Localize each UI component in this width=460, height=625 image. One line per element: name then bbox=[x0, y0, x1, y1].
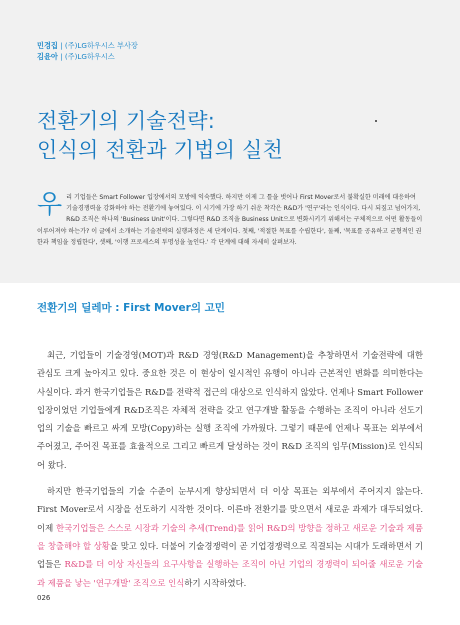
author-role: (주)LG하우시스 부사장 bbox=[64, 41, 138, 50]
author-sep: | bbox=[57, 41, 65, 50]
author-list bbox=[37, 40, 138, 62]
page-number: 026 bbox=[37, 594, 51, 602]
highlighted-text: 한국기업들은 스스로 시장과 기술의 추세(Trend)를 읽어 R&D의 방향을 정하고 새로운 기술과 제품을 창출해야 할 상황 bbox=[37, 522, 423, 551]
header-panel bbox=[0, 0, 460, 283]
body-text-run: 하기 시작하였다. bbox=[184, 577, 247, 588]
decorative-dot bbox=[375, 120, 377, 122]
drop-cap: 우 bbox=[37, 190, 63, 220]
body-text-run: 을 맞고 있다. 더불어 기술경쟁력이 곧 기업경쟁력으로 직결되는 시대가 도래하면서 기업들은 bbox=[37, 540, 423, 570]
author-line bbox=[37, 51, 138, 62]
author-line bbox=[37, 40, 138, 51]
author-role: (주)LG하우시스 bbox=[64, 52, 115, 61]
article-title bbox=[37, 107, 283, 165]
author-name: 민경집 bbox=[37, 41, 58, 50]
title-line-2: 인식의 전환과 기법의 실천 bbox=[37, 138, 283, 162]
body-paragraph-2 bbox=[37, 482, 423, 592]
body-paragraph-1: 최근, 기업들이 기술경영(MOT)과 R&D 경영(R&D Management)을 추창하면서 기술전략에 대한 관심도 크게 높아지고 있다. 중요한 것은 이 현상이 일시적인 유행이 아니라 근본적인 변화를 의미한다는 사실이다. 과거 한국기업들은 R&D를 전략적 접근의 대상으로 인식하지 않았다. 언제나 Smart Follower 입장이었던 기업들에게 R&D조직은 자체적 전략을 갖고 연구개발 활동을 수행하는 조직이 아니라 선도기업의 기술을 빠르고 싸게 모방(Copy)하는 실행 조직에 가까웠다. 그렇기 때문에 언제나 목표는 외부에서 주어졌고, 주어진 목표를 효율적으로 그리고 빠르게 달성하는 것이 R&D 조직의 임무(Mission)로 인식되어 왔다. bbox=[37, 350, 423, 470]
section-heading: 전환기의 딜레마 : First Mover의 고민 bbox=[37, 302, 225, 314]
article-body bbox=[37, 346, 423, 600]
author-sep: | bbox=[57, 52, 65, 61]
intro-text: 리 기업들은 Smart Follower 입장에서의 모방에 익숙했다. 하지만 이제 그 틀을 벗어나 First Mover로서 불확실한 미래에 대응하여 기술경쟁력을 강화하야 하는 전환기에 놓여있다. 이 시기에 가장 하기 쉬운 착각은 R&D가 '연구'라는 인식이다. 다시 되짚고 넘어가지, R&D 조직은 하나의 'Business Unit'이다. 그렇다면 R&D 조직을 Business Unit으로 변화시키기 위해서는 구체적으로 어떤 활동들이 이루어져야 하는가? 이 글에서 소개하는 기술전략의 실행과정은 세 단계이다. 첫째, '적절한 목표를 수립한다', 둘째, '목표를 공유하고 균형적인 권한과 책임을 정립한다', 셋째, '이행 프로세스의 투명성을 높인다.' 각 단계에 대해 자세히 살펴보자. bbox=[37, 194, 423, 246]
author-name: 김윤아 bbox=[37, 52, 58, 61]
title-line-1: 전환기의 기술전략: bbox=[37, 109, 216, 133]
body-text-run: 하지만 한국기업들의 기술 수준이 눈부시게 향상되면서 더 이상 목표는 외부에서 주어지지 않는다. First Mover로서 시장을 선도하기 시작한 것이다. 이른바 전환기를 맞으면서 새로운 과제가 대두되었다. 이제 bbox=[37, 486, 423, 533]
intro-paragraph bbox=[37, 192, 423, 248]
highlighted-text: R&D를 더 이상 자신들의 요구사항을 실행하는 조직이 아닌 기업의 경쟁력이 되어줄 새로운 기술과 제품을 낳는 '연구개발' 조직으로 인식 bbox=[37, 559, 423, 588]
